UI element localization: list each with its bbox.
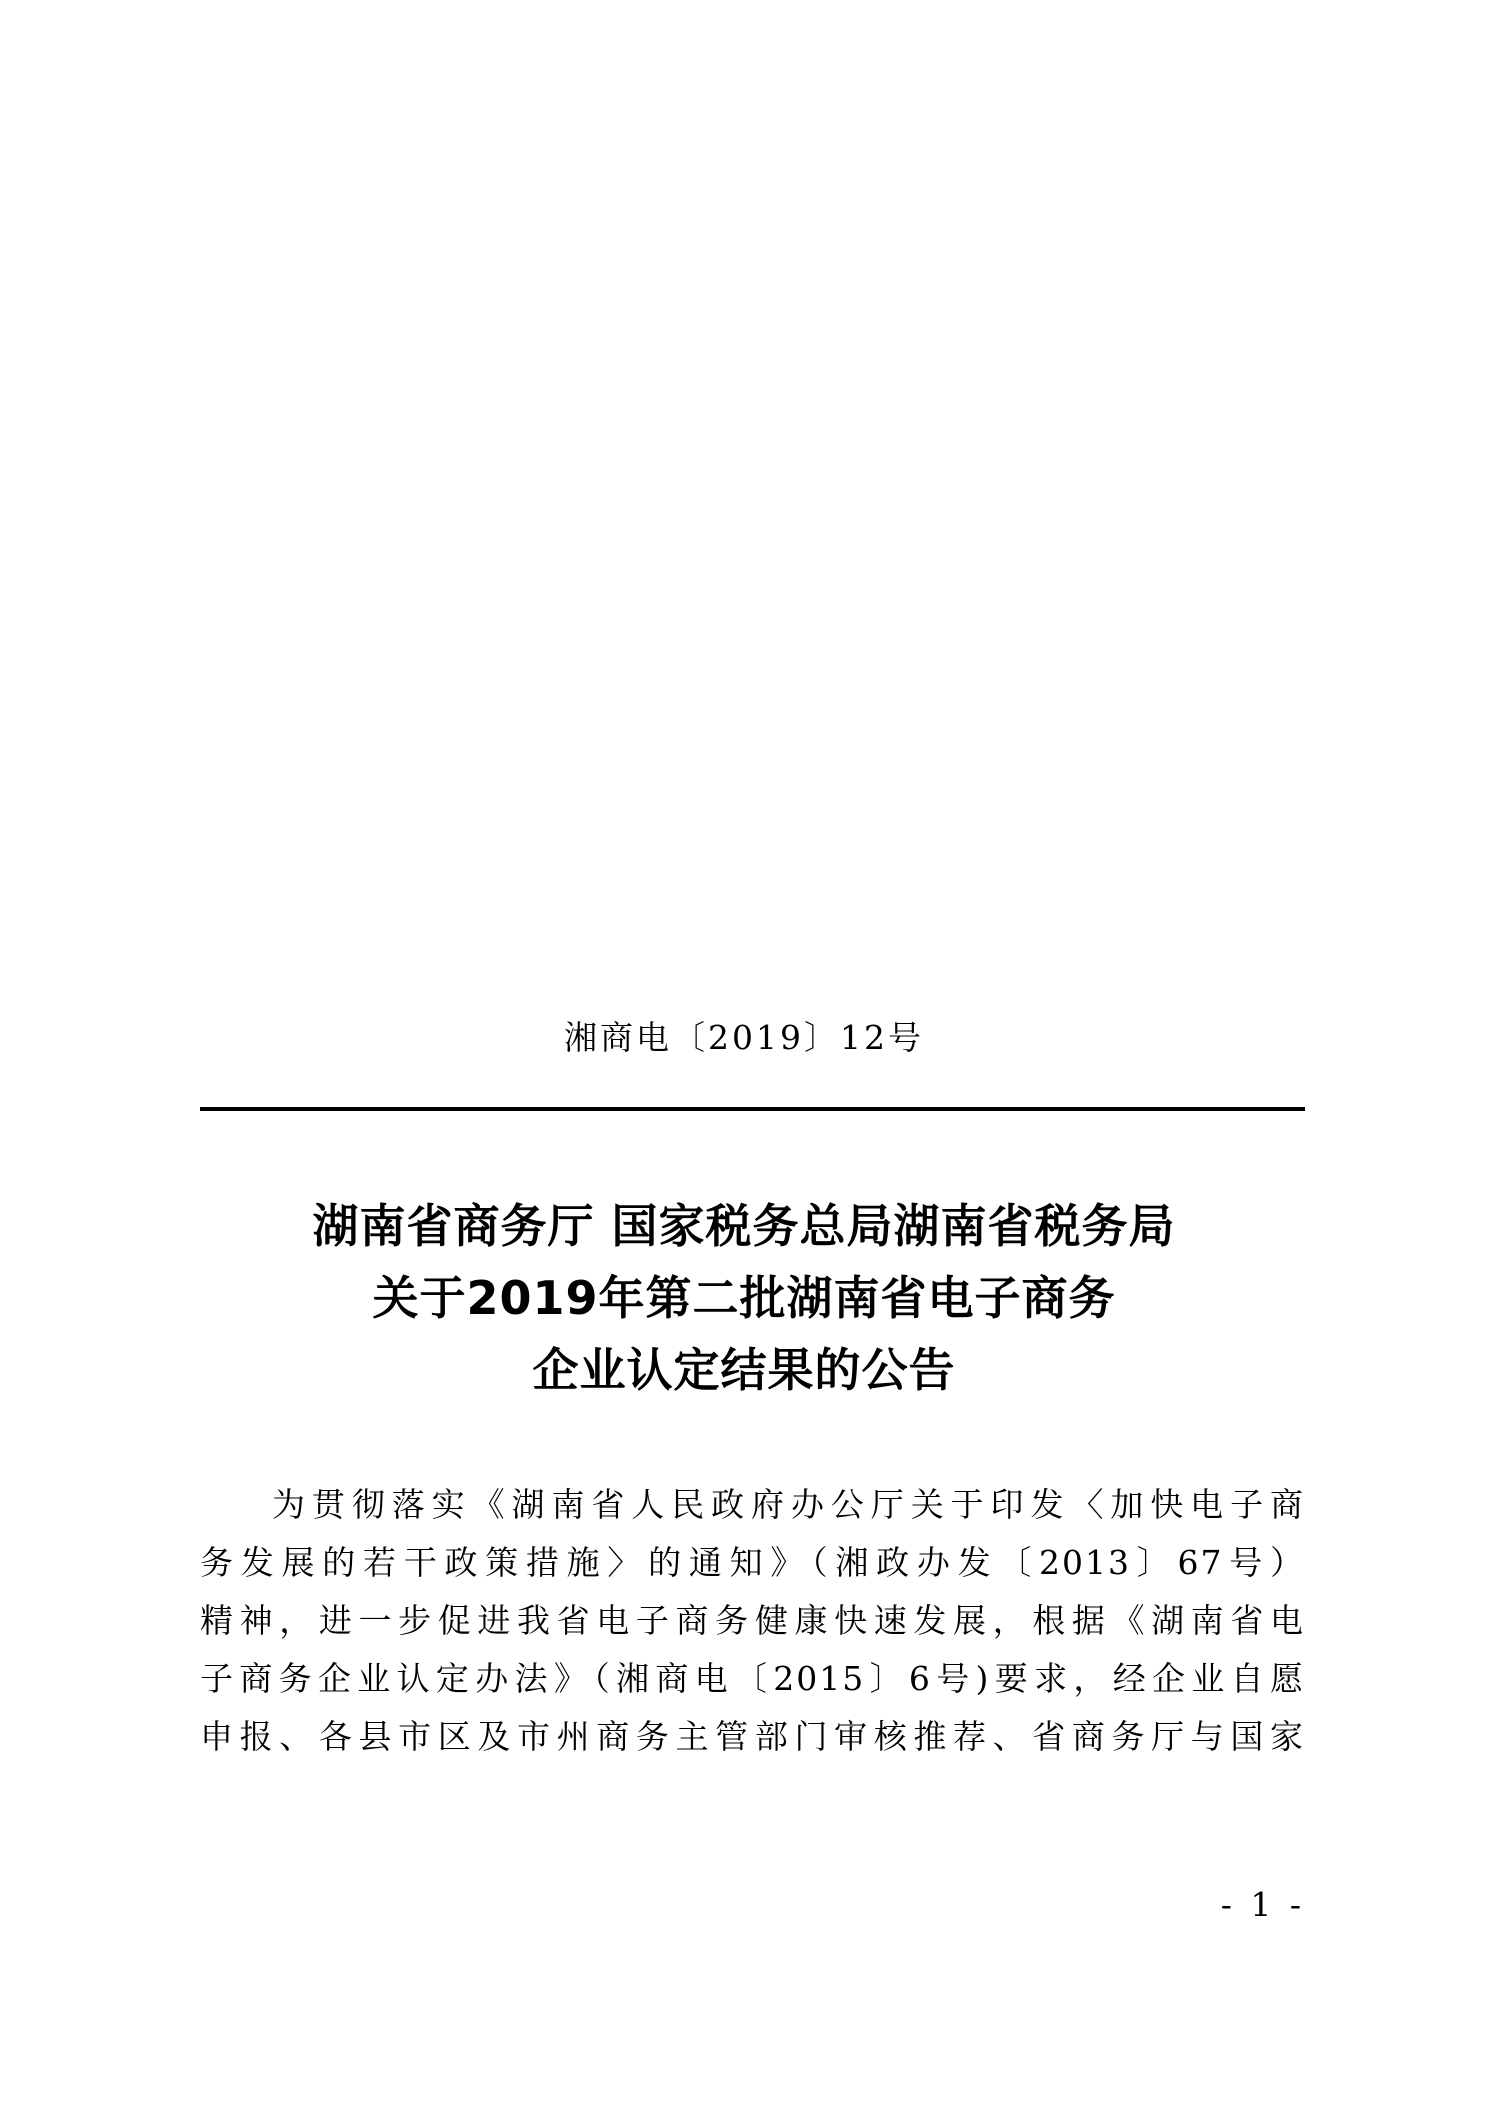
body-line: 为贯彻落实《湖南省人民政府办公厅关于印发〈加快电子商 [272,1485,1305,1524]
body-line: 务发展的若干政策措施〉的通知》（湘政办发〔2013〕67号） [200,1543,1305,1582]
page-number: - 1 - [1220,1885,1305,1924]
title-line: 关于2019年第二批湖南省电子商务 [372,1271,1116,1325]
title-line: 企业认定结果的公告 [532,1343,956,1397]
body-line: 子商务企业认定办法》（湘商电〔2015〕6号)要求，经企业自愿 [200,1659,1305,1698]
document-title [0,1190,1488,1406]
body-line: 精神，进一步促进我省电子商务健康快速发展，根据《湖南省电 [200,1601,1305,1640]
document-number: 湘商电〔2019〕12号 [564,1018,924,1057]
title-line: 湖南省商务厅 国家税务总局湖南省税务局 [312,1199,1176,1253]
body-line: 申报、各县市区及市州商务主管部门审核推荐、省商务厅与国家 [200,1717,1305,1756]
body-paragraph [200,1476,1305,1766]
header-divider [200,1107,1305,1111]
